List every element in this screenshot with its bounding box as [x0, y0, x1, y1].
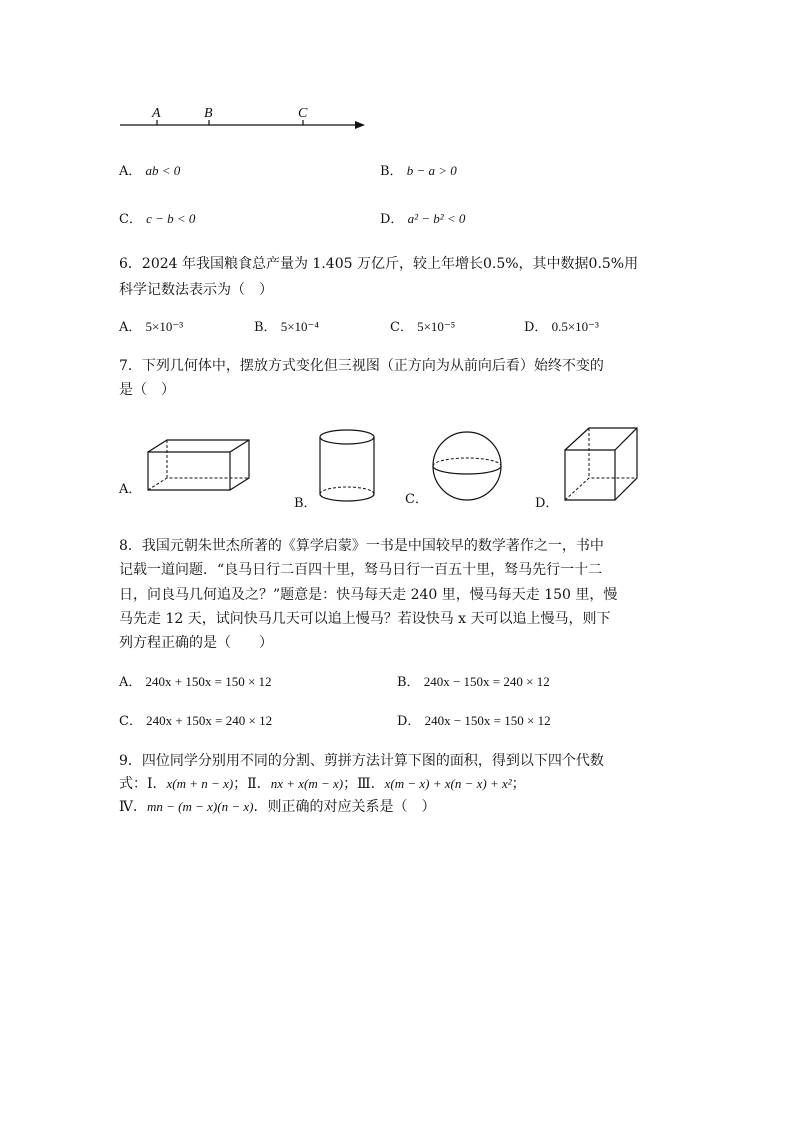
q9-stem-line-2: [119, 772, 679, 796]
sphere-figure: [431, 430, 505, 504]
q5-option-c: [119, 208, 195, 227]
q8-stem-line-4: 马先走 12 天，试问快马几天可以追上慢马？若设快马 x 天可以追上慢马，则下: [119, 611, 611, 627]
q6-option-c-expr: 5×10⁻⁵: [417, 319, 456, 334]
q8-option-a: [119, 671, 272, 690]
q6-stem-line-1: 6．2024 年我国粮食总产量为 1.405 万亿斤，较上年增长0.5%，其中数据0.5%用: [119, 256, 639, 272]
q8-stem-line-5: 列方程正确的是（ ）: [119, 635, 273, 651]
q9-expression-1: x(m + n − x): [166, 776, 234, 791]
cylinder-figure: [318, 428, 378, 508]
q5-option-a: [119, 160, 180, 179]
q9-line3-suffix: ．则正确的对应关系是（ ）: [253, 799, 436, 815]
q9-separator-2: ；Ⅲ．: [343, 776, 385, 792]
q6-option-c-key: C．: [390, 320, 413, 335]
q5-option-b-expr: b − a > 0: [406, 163, 457, 178]
q8-option-b-key: B．: [397, 675, 420, 690]
q6-option-b-key: B．: [254, 320, 277, 335]
q6-option-a-key: A．: [119, 320, 142, 335]
q8-stem-line-2: 记载一道问题．“良马日行二百四十里，驽马日行一百五十里，驽马先行一十二: [119, 562, 603, 578]
q5-option-b-key: B．: [380, 164, 403, 179]
q8-option-a-expr: 240x + 150x = 150 × 12: [145, 674, 272, 689]
q6-option-b: [254, 316, 319, 335]
q9-separator-1: ；Ⅱ．: [233, 776, 271, 792]
q5-option-b: [380, 160, 457, 179]
q5-option-a-expr: ab < 0: [145, 163, 181, 178]
q6-option-c: [390, 316, 455, 335]
q9-line3-prefix: Ⅳ．: [119, 799, 147, 815]
q8-option-d-expr: 240x − 150x = 150 × 12: [424, 713, 551, 728]
q6-option-d: [524, 316, 599, 335]
cube-figure: [561, 425, 641, 505]
point-label-a: A: [152, 106, 161, 121]
cuboid-figure: [145, 438, 255, 493]
q7-option-d-key: D．: [535, 496, 559, 511]
q5-option-d: [380, 208, 465, 227]
q6-option-d-key: D．: [524, 320, 548, 335]
point-label-c: C: [298, 106, 308, 121]
q8-option-b: [397, 671, 550, 690]
q9-line2-prefix: 式：Ⅰ．: [119, 776, 167, 792]
point-label-b: B: [204, 106, 213, 121]
q9-expression-2: nx + x(m − x): [270, 776, 344, 791]
q8-stem-line-3: 日，问良马几何追及之？”题意是：快马每天走 240 里，慢马每天走 150 里，慢: [119, 587, 618, 603]
q8-option-d-key: D．: [397, 714, 421, 729]
q5-option-c-key: C．: [119, 212, 142, 227]
q7-option-a-key: A．: [119, 482, 142, 497]
q7-option-b-key: B．: [294, 496, 317, 511]
q9-expression-4: mn − (m − x)(n − x): [147, 799, 254, 814]
q6-option-a-expr: 5×10⁻³: [145, 319, 184, 334]
q6-option-a: [119, 316, 183, 335]
q9-separator-3: ；: [511, 776, 526, 792]
q7-option-c-key: C．: [405, 492, 428, 507]
number-line: [115, 100, 375, 140]
q8-option-c-key: C．: [119, 714, 142, 729]
q9-stem-line-1: 9．四位同学分别用不同的分割、剪拼方法计算下图的面积，得到以下四个代数: [119, 753, 604, 769]
q6-stem-line-2: 科学记数法表示为（ ）: [119, 282, 273, 298]
q8-option-d: [397, 710, 551, 729]
q8-option-a-key: A．: [119, 675, 142, 690]
q9-expression-3: x(m − x) + x(n − x) + x²: [384, 776, 512, 791]
q7-stem-line-1: 7．下列几何体中，摆放方式变化但三视图（正方向为从前向后看）始终不变的: [119, 358, 604, 374]
q5-option-d-expr: a² − b² < 0: [407, 211, 466, 226]
q8-option-c-expr: 240x + 150x = 240 × 12: [146, 713, 273, 728]
q8-stem-line-1: 8．我国元朝朱世杰所著的《算学启蒙》一书是中国较早的数学著作之一，书中: [119, 538, 604, 554]
q5-option-c-expr: c − b < 0: [146, 211, 196, 226]
q5-option-a-key: A．: [119, 164, 142, 179]
q8-option-b-expr: 240x − 150x = 240 × 12: [423, 674, 550, 689]
q5-option-d-key: D．: [380, 212, 404, 227]
q7-stem-line-2: 是（ ）: [119, 382, 175, 398]
q8-option-c: [119, 710, 272, 729]
q6-option-b-expr: 5×10⁻⁴: [280, 319, 319, 334]
q6-option-d-expr: 0.5×10⁻³: [551, 319, 599, 334]
q9-stem-line-3: [119, 795, 679, 819]
